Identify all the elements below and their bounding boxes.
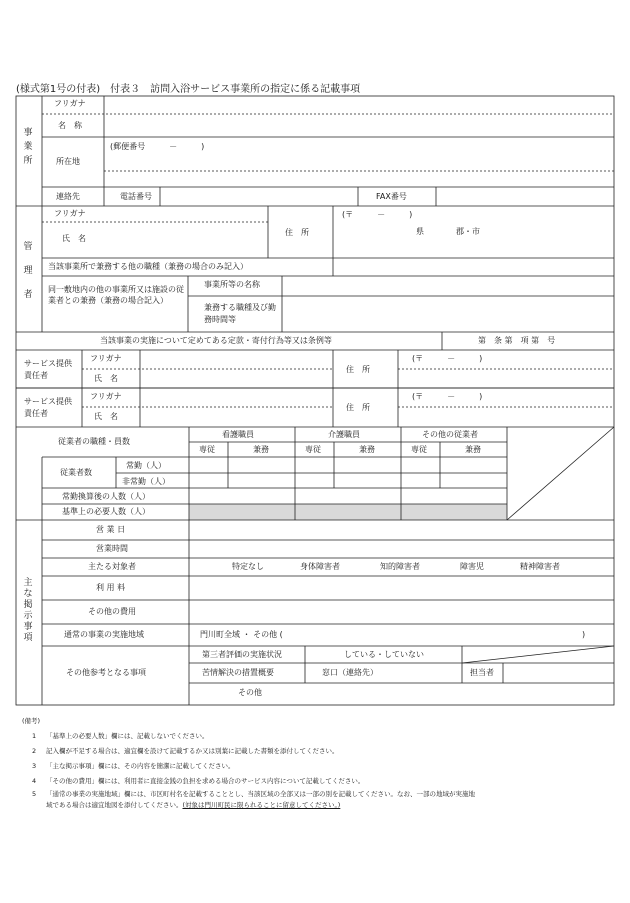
note-number: 5 bbox=[32, 790, 37, 798]
posting-third-party-value: している・していない bbox=[344, 650, 424, 659]
posting-area: 通常の事業の実施地域 bbox=[64, 630, 144, 639]
staff-count-label: 従業者数 bbox=[60, 468, 92, 477]
staff-part-label: 非常勤（人） bbox=[122, 477, 170, 486]
note-number: 1 bbox=[32, 732, 37, 740]
manager-postal: (〒 － ) bbox=[342, 210, 413, 219]
posting-fees: 利 用 料 bbox=[96, 583, 126, 592]
manager-office-name-label: 事業所等の名称 bbox=[204, 280, 260, 289]
office-address-label: 所在地 bbox=[56, 157, 80, 166]
service-manager-furigana-1: フリガナ bbox=[90, 354, 122, 363]
service-manager-address-1: 住 所 bbox=[346, 365, 370, 374]
notes-heading: (備考) bbox=[22, 717, 41, 725]
posting-area-value: 門川町全域 ・ その他 ( bbox=[200, 630, 283, 639]
staff-header: 従業者の職種・員数 bbox=[58, 437, 130, 446]
note-item-1 bbox=[22, 729, 475, 744]
note-text: 「基準上の必要人数」欄には、記載しないでください。 bbox=[46, 732, 209, 740]
service-manager-label-2: サービス提供責任者 bbox=[24, 397, 72, 418]
note-text-cont: 域である場合は適宜地図を添付してください。 bbox=[46, 801, 183, 809]
note-text: 「主な掲示事項」欄には、その内容を簡潔に記載してください。 bbox=[46, 762, 235, 770]
posting-other-fees: その他の費用 bbox=[88, 607, 136, 616]
manager-concurrent-other: 当該事業所で兼務する他の職種（兼務の場合のみ記入） bbox=[48, 262, 248, 271]
posting-target-opt-2: 身体障害者 bbox=[300, 562, 340, 571]
staff-caregiver-label: 介護職員 bbox=[328, 430, 360, 439]
office-contact-label: 連絡先 bbox=[56, 192, 80, 201]
office-phone-label: 電話番号 bbox=[120, 192, 152, 201]
posting-target-opt-5: 精神障害者 bbox=[520, 562, 560, 571]
posting-complaint: 苦情解決の措置概要 bbox=[202, 668, 274, 677]
service-manager-postal-1: (〒 － ) bbox=[412, 354, 483, 363]
posting-area-close: ) bbox=[582, 630, 586, 639]
posting-person: 担当者 bbox=[470, 668, 494, 677]
staff-regular-label: 常勤（人） bbox=[126, 461, 166, 470]
note-item-2 bbox=[22, 744, 475, 759]
posting-target-opt-1: 特定なし bbox=[232, 562, 264, 571]
staff-caregiver-concurrent: 兼務 bbox=[359, 445, 375, 454]
manager-group-label: 管理者 bbox=[23, 242, 33, 300]
note-text: 「その他の費用」欄には、利用者に直接金銭の負担を求める場合のサービス内容について記載してください。 bbox=[46, 777, 365, 785]
staff-other-concurrent: 兼務 bbox=[465, 445, 481, 454]
note-item-5-cont bbox=[22, 800, 475, 811]
posting-reference: その他参考となる事項 bbox=[66, 668, 146, 677]
note-item-4 bbox=[22, 774, 475, 789]
manager-furigana-label: フリガナ bbox=[54, 209, 86, 218]
form-title: (様式第1号の付表) 付表３ 訪問入浴サービス事業所の指定に係る記載事項 bbox=[16, 84, 361, 95]
posting-third-party: 第三者評価の実施状況 bbox=[202, 650, 282, 659]
posting-target-opt-3: 知的障害者 bbox=[380, 562, 420, 571]
staff-other-fulltime: 専従 bbox=[411, 445, 427, 454]
note-number: 3 bbox=[32, 762, 37, 770]
service-manager-name-1: 氏 名 bbox=[94, 374, 118, 383]
posting-window: 窓口（連絡先） bbox=[322, 668, 378, 677]
posting-target: 主たる対象者 bbox=[88, 562, 136, 571]
service-manager-furigana-2: フリガナ bbox=[90, 392, 122, 401]
posting-group-label: 主な掲示事項 bbox=[23, 578, 33, 643]
service-manager-name-2: 氏 名 bbox=[94, 412, 118, 421]
service-manager-address-2: 住 所 bbox=[346, 403, 370, 412]
posting-other: その他 bbox=[238, 688, 262, 697]
office-furigana-label: フリガナ bbox=[54, 99, 86, 108]
note-number: 2 bbox=[32, 747, 37, 755]
note-number: 4 bbox=[32, 777, 37, 785]
posting-target-opt-4: 障害児 bbox=[460, 562, 484, 571]
service-manager-label-1: サービス提供責任者 bbox=[24, 359, 72, 380]
service-manager-postal-2: (〒 － ) bbox=[412, 392, 483, 401]
note-item-3 bbox=[22, 759, 475, 774]
staff-required-label: 基準上の必要人数（人） bbox=[62, 507, 150, 516]
notes bbox=[22, 714, 475, 811]
manager-pref-city: 県 郡・市 bbox=[416, 227, 480, 236]
staff-nurse-concurrent: 兼務 bbox=[253, 445, 269, 454]
note-text: 記入欄が不足する場合は、適宜欄を設けて記載するか又は別葉に記載した書類を添付してください。 bbox=[46, 747, 339, 755]
office-fax-label: FAX番号 bbox=[376, 192, 407, 201]
manager-concurrent-same-site: 同一敷地内の他の事業所又は施設の従業者との兼務（兼務の場合記入） bbox=[48, 285, 184, 305]
office-name-label: 名 称 bbox=[58, 121, 82, 130]
manager-address-label: 住 所 bbox=[285, 228, 309, 237]
manager-duty-hours-label: 兼務する職種及び勤務時間等 bbox=[204, 303, 276, 324]
note-text-underlined: (対象は門川町民に限られることに留意してください。) bbox=[182, 801, 341, 809]
posting-business-days: 営 業 日 bbox=[96, 525, 126, 534]
posting-business-hours: 営業時間 bbox=[96, 544, 128, 553]
note-item-5 bbox=[22, 789, 475, 800]
note-text: 「通常の事業の実施地域」欄には、市区町村名を記載することとし、当該区域の全部又は一部の別を記載してください。なお、一部の地域が実施地 bbox=[46, 790, 475, 798]
regulation-article: 第 条 第 項 第 号 bbox=[478, 336, 556, 345]
manager-name-label: 氏 名 bbox=[62, 234, 86, 243]
staff-caregiver-fulltime: 専従 bbox=[305, 445, 321, 454]
office-group-label: 事業所 bbox=[23, 128, 33, 166]
staff-nurse-label: 看護職員 bbox=[222, 430, 254, 439]
office-postal: (郵便番号 － ) bbox=[110, 142, 205, 151]
staff-other-label: その他の従業者 bbox=[422, 430, 478, 439]
staff-fte-label: 常勤換算後の人数（人） bbox=[62, 492, 150, 501]
regulation-label: 当該事業の実施について定めてある定款・寄付行為等又は条例等 bbox=[100, 336, 332, 345]
staff-nurse-fulltime: 専従 bbox=[199, 445, 215, 454]
